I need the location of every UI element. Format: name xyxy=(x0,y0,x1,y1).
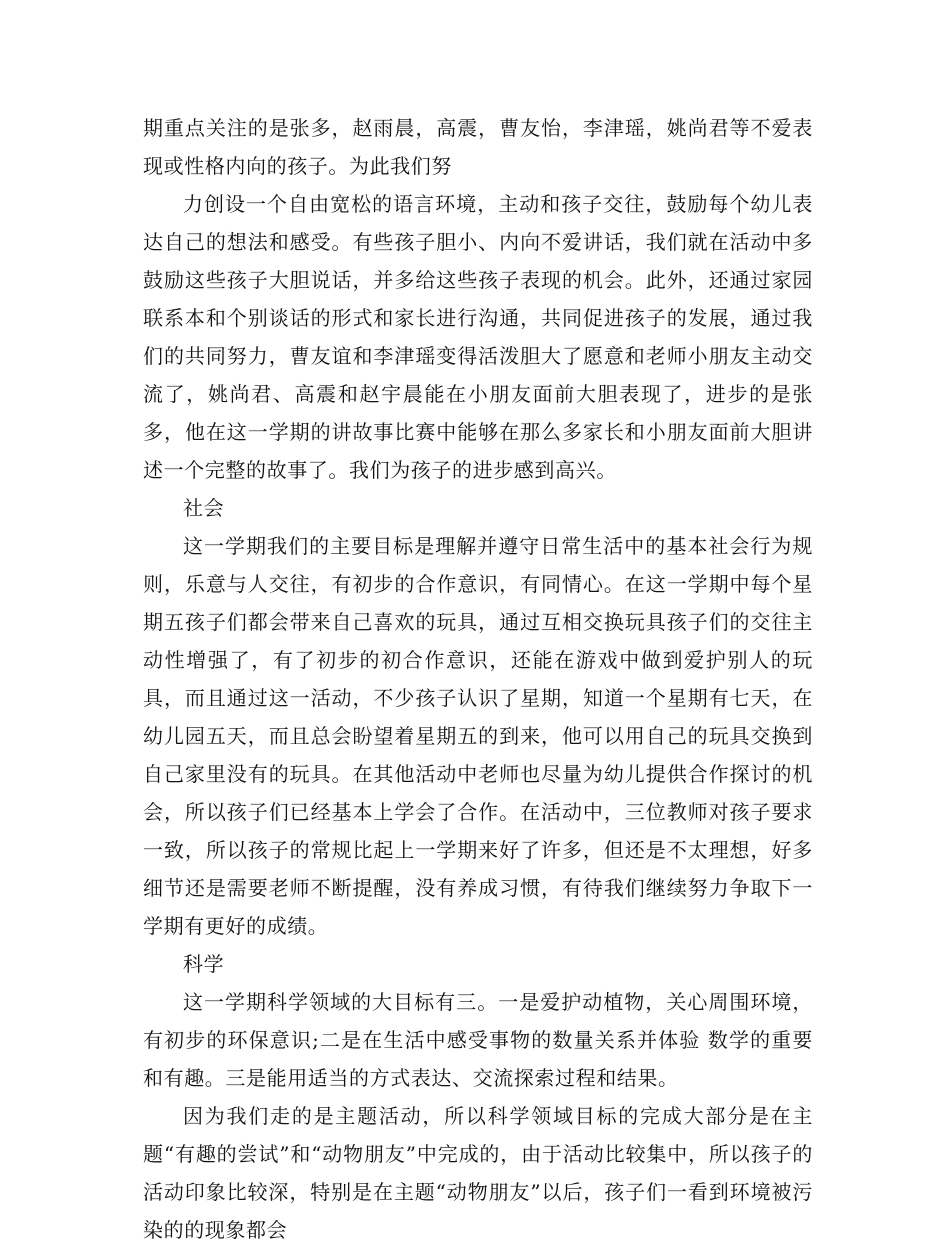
section-heading-social: 社会 xyxy=(183,496,225,520)
paragraph-language: 力创设一个自由宽松的语言环境，主动和孩子交往，鼓励每个幼儿表达自己的想法和感受。有些孩子胆小、内向不爱讲话，我们就在活动中多鼓励这些孩子大胆说话，并多给这些孩子表现的机会。此外，还通过家园联系本和个别谈话的形式和家长进行沟通，共同促进孩子的发展，通过我们的共同努力，曹友谊和李津瑶变得活泼胆大了愿意和老师小朋友主动交流了，姚尚君、高震和赵宇晨能在小朋友面前大胆表现了，进步的是张多，他在这一学期的讲故事比赛中能够在那么多家长和小朋友面前大胆讲述一个完整的故事了。我们为孩子的进步感到高兴。 xyxy=(143,192,813,482)
document-body xyxy=(143,109,813,1249)
paragraph-science-themes: 因为我们走的是主题活动，所以科学领域目标的完成大部分是在主题“有趣的尝试”和“动物朋友”中完成的，由于活动比较集中，所以孩子的活动印象比较深，特别是在主题“动物朋友”以后，孩子们一看到环境被污染的的现象都会 xyxy=(143,1104,813,1242)
paragraph-continuation: 期重点关注的是张多，赵雨晨，高震，曹友怡，李津瑶，姚尚君等不爱表现或性格内向的孩子。为此我们努 xyxy=(143,116,813,178)
paragraph-science-goals: 这一学期科学领域的大目标有三。一是爱护动植物，关心周围环境，有初步的环保意识;二是在生活中感受事物的数量关系并体验 数学的重要和有趣。三是能用适当的方式表达、交流探索过程和结果。 xyxy=(143,990,813,1090)
section-heading-science: 科学 xyxy=(183,952,225,976)
paragraph-social: 这一学期我们的主要目标是理解并遵守日常生活中的基本社会行为规则，乐意与人交往，有初步的合作意识，有同情心。在这一学期中每个星期五孩子们都会带来自己喜欢的玩具，通过互相交换玩具孩子们的交往主动性增强了，有了初步的初合作意识，还能在游戏中做到爱护别人的玩具，而且通过这一活动，不少孩子认识了星期，知道一个星期有七天，在幼儿园五天，而且总会盼望着星期五的到来，他可以用自己的玩具交换到自己家里没有的玩具。在其他活动中老师也尽量为幼儿提供合作探讨的机会，所以孩子们已经基本上学会了合作。在活动中，三位教师对孩子要求一致，所以孩子的常规比起上一学期来好了许多，但还是不太理想，好多细节还是需要老师不断提醒，没有养成习惯，有待我们继续努力争取下一学期有更好的成绩。 xyxy=(143,534,813,938)
